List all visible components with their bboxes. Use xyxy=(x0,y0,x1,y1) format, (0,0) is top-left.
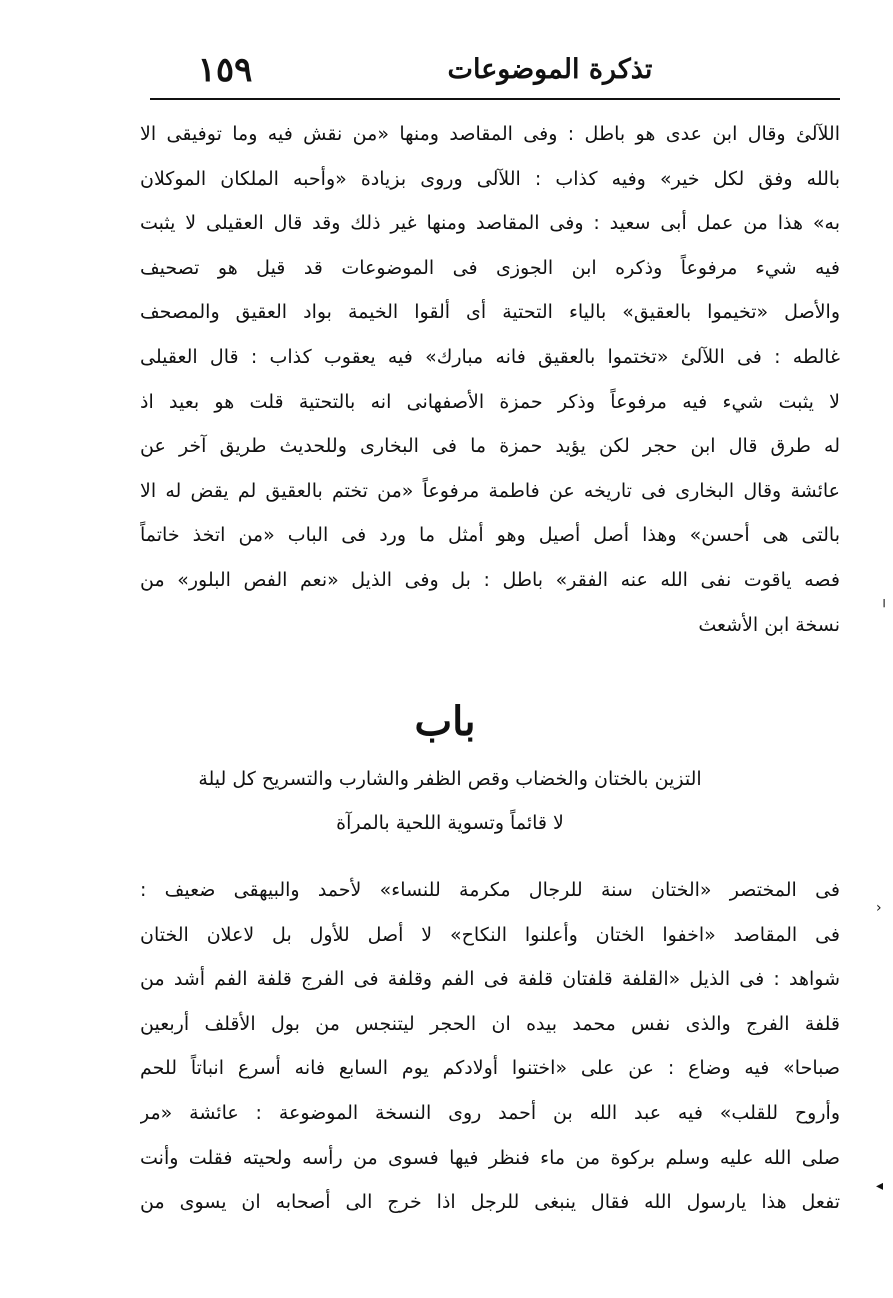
text-line: اللآلئ وقال ابن عدى هو باطل : وفى المقاصد ومنها «من نقش فيه وما توفيقى الا xyxy=(140,123,840,145)
chapter-subtitle: التزين بالختان والخضاب وقص الظفر والشارب والتسريح كل ليلة xyxy=(198,768,702,790)
text-line: نسخة ابن الأشعث xyxy=(698,613,840,636)
text-line: غالطه : فى اللآلئ «تختموا بالعقيق فانه مبارك» فيه يعقوب كذاب : قال العقيلى xyxy=(140,345,840,368)
text-line: فصه ياقوت نفى الله عنه الفقر» باطل : بل وفى الذيل «نعم الفص البلور» من xyxy=(140,568,840,591)
text-line: فى المقاصد «اخفوا الختان وأعلنوا النكاح» لا أصل للأول بل لاعلان الختان xyxy=(140,923,840,946)
text-line: صلى الله عليه وسلم بركوة من ماء فنظر فيها فسوى من رأسه ولحيته فقلت وأنت xyxy=(140,1146,840,1169)
margin-mark: ◂ xyxy=(876,1178,884,1194)
text-line: لا يثبت شيء فيه مرفوعاً وذكر حمزة الأصفهانى انه بالتحتية قلت هو بعيد اذ xyxy=(140,390,840,413)
header-rule xyxy=(150,98,840,100)
text-line: والأصل «تخيموا بالعقيق» بالياء التحتية أى ألقوا الخيمة بواد العقيق والمصحف xyxy=(140,301,840,324)
text-line: له طرق قال ابن حجر لكن يؤيد حمزة ما فى البخارى وللحديث طريق آخر عن xyxy=(140,435,840,458)
text-line: بالله وفق لكل خير» وفيه كذاب : اللآلى وروى بزيادة «وأحبه الملكان الموكلان xyxy=(140,167,840,190)
text-line: شواهد : فى الذيل «القلفة قلفتان قلفة فى الفم وقلفة فى الفرج قلفة الفم أشد من xyxy=(140,968,840,991)
page-header xyxy=(150,40,830,98)
paragraph-2 xyxy=(140,868,840,1225)
paragraph-1 xyxy=(140,112,840,647)
margin-mark: ╵ xyxy=(880,600,889,616)
text-line: قلفة الفرج والذى نفس محمد بيده ان الحجر ليتنجس من بول الأقلف أربعين xyxy=(140,1012,840,1035)
text-line: فى المختصر «الختان سنة للرجال مكرمة للنساء» لأحمد والبيهقى ضعيف : xyxy=(140,879,840,901)
text-line: به» هذا من عمل أبى سعيد : وفى المقاصد ومنها غير ذلك وقد قال العقيلى لا يثبت xyxy=(140,212,840,235)
page-number: ١٥٩ xyxy=(197,50,253,90)
text-line: عائشة وقال البخارى فى تاريخه عن فاطمة مرفوعاً «من تختم بالعقيق لم يقض له الا xyxy=(140,479,840,502)
running-title: تذكرة الموضوعات xyxy=(447,54,653,85)
text-line: فيه شيء مرفوعاً وذكره ابن الجوزى فى الموضوعات قد قيل هو تصحيف xyxy=(140,256,840,279)
chapter-heading: باب xyxy=(414,698,476,745)
text-line: بالتى هى أحسن» وهذا أصل أصيل وهو أمثل ما ورد فى الباب «من اتخذ خاتماً xyxy=(140,524,840,547)
chapter-subtitle: لا قائماً وتسوية اللحية بالمرآة xyxy=(336,812,564,834)
margin-mark: › xyxy=(876,900,882,916)
text-line: تفعل هذا يارسول الله فقال ينبغى للرجل اذا خرج الى أصحابه ان يسوى من xyxy=(140,1191,840,1214)
text-line: وأروح للقلب» فيه عبد الله بن أحمد روى النسخة الموضوعة : عائشة «مر xyxy=(140,1101,840,1124)
text-line: صباحا» فيه وضاع : عن على «اختنوا أولادكم يوم السابع فانه أسرع انباتاً للحم xyxy=(140,1057,840,1080)
